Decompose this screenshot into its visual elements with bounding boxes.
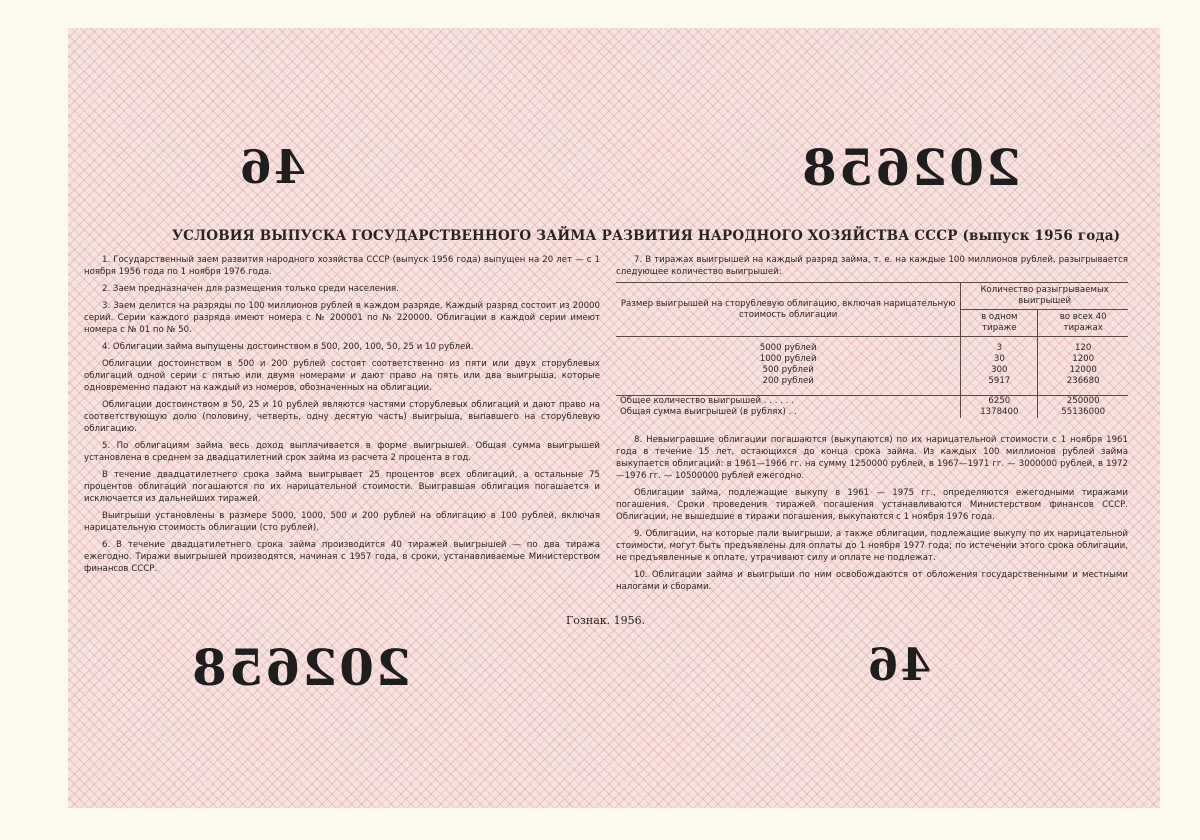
table-header-row	[616, 283, 1128, 310]
conditions-right-column	[616, 434, 1128, 598]
conditions-right-intro	[616, 254, 1128, 283]
serial-number-bottom-left: 202658	[190, 638, 411, 697]
printer-imprint: Гознак. 1956.	[566, 614, 646, 627]
header-one-draw: в одном тираже	[961, 310, 1038, 337]
paragraph: 4. Облигации займа выпущены достоинством в 500, 200, 100, 50, 25 и 10 рублей.	[102, 342, 474, 352]
paragraph: Выигрыши установлены в размере 5000, 1000, 500 и 200 рублей на облигацию в 100 рублей, включая нарицательную стоимость облигации (сто рублей).	[84, 511, 600, 533]
paragraph: Облигации достоинством в 500 и 200 рублей состоят соответственно из пяти или двух сторублевых облигаций одной серии с пятью или двумя номерами и дают право на пять или два выигрыша, которые одновременно падают на каждый из номеров, обозначенных на облигации.	[84, 359, 600, 393]
conditions-title: УСЛОВИЯ ВЫПУСКА ГОСУДАРСТВЕННОГО ЗАЙМА РАЗВИТИЯ НАРОДНОГО ХОЗЯЙСТВА СССР (выпуск 1956 года)	[172, 228, 1121, 244]
table-row: 1000 рублей 30 1200	[616, 354, 1128, 365]
table-row: 500 рублей 300 12000	[616, 365, 1128, 376]
table-row: 200 рублей 5917 236680	[616, 376, 1128, 396]
paragraph: 6. В течение двадцатилетнего срока займа производится 40 тиражей выигрышей — по два тиража ежегодно. Тиражи выигрышей производятся, начиная с 1957 года, в сроки, устанавливаемые Министерством финансов СССР.	[84, 540, 600, 574]
series-number-bottom-right: 46	[866, 640, 932, 691]
serial-number-top-right: 202658	[800, 138, 1021, 197]
winnings-table	[616, 282, 1128, 418]
header-prize-count: Количество разыгрываемых выигрышей	[961, 283, 1128, 310]
paragraph: 7. В тиражах выигрышей на каждый разряд займа, т. е. на каждые 100 миллионов рублей, разыгрывается следующее количество выигрышей:	[616, 255, 1128, 277]
series-number-top-left: 46	[238, 140, 307, 194]
paragraph: 10. Облигации займа и выигрыши по ним освобождаются от обложения государственными и местными налогами и сборами.	[616, 570, 1128, 592]
table-row: 5000 рублей 3 120	[616, 337, 1128, 355]
header-all-draws: во всех 40 тиражах	[1038, 310, 1128, 337]
paragraph: 8. Невыигравшие облигации погашаются (выкупаются) по их нарицательной стоимости с 1 ноября 1961 года в течение 15 лет, остающихся до конца срока займа. Из каждых 100 миллионов рублей займа выкупается облигаций: в 1961—1966 гг. на сумму 1250000 рублей, в 1967—1971 гг. — 3000000 рублей, в 1972—1976 гг. — 10500000 рублей ежегодно.	[616, 435, 1128, 481]
conditions-left-column	[84, 254, 600, 580]
table-total-sum-row: Общая сумма выигрышей (в рублях) . . 1378400 55136000	[616, 407, 1128, 418]
paragraph: 5. По облигациям займа весь доход выплачивается в форме выигрышей. Общая сумма выигрышей установлена в среднем за двадцатилетний срок займа из расчета 2 процента в год.	[84, 441, 600, 463]
paragraph: 9. Облигации, на которые пали выигрыши, а также облигации, подлежащие выкупу по их нарицательной стоимости, могут быть предъявлены для оплаты до 1 ноября 1977 года; по истечении этого срока облигации, не предъявленные к оплате, утрачивают силу и оплате не подлежат.	[616, 529, 1128, 563]
paragraph: 1. Государственный заем развития народного хозяйства СССР (выпуск 1956 года) выпущен на 20 лет — с 1 ноября 1956 года по 1 ноября 1976 года.	[84, 255, 600, 277]
header-prize-size: Размер выигрышей на сторублевую облигацию, включая нарицательную стоимость облигации	[616, 283, 961, 337]
paragraph: Облигации достоинством в 50, 25 и 10 рублей являются частями сторублевых облигаций и дают право на соответствующую долю (половину, четверть, одну десятую часть) выигрыша, выпавшего на сторублевую облигацию.	[84, 400, 600, 434]
paragraph: Облигации займа, подлежащие выкупу в 1961 — 1975 гг., определяются ежегодными тиражами погашения. Сроки проведения тиражей погашения устанавливаются Министерством финансов СССР. Облигации, не вышедшие в тиражи погашения, выкупаются с 1 ноября 1976 года.	[616, 488, 1128, 522]
paragraph: 3. Заем делится на разряды по 100 миллионов рублей в каждом разряде. Каждый разряд состоит из 20000 серий. Серии каждого разряда имеют номера с № 200001 по № 220000. Облигации в каждой серии имеют номера с № 01 по № 50.	[84, 301, 600, 335]
paragraph: В течение двадцатилетнего срока займа выигрывает 25 процентов всех облигаций, а остальные 75 процентов облигаций погашаются по их нарицательной стоимости. Выигравшая облигация погашается и исключается из дальнейших тиражей.	[84, 470, 600, 504]
paragraph: 2. Заем предназначен для размещения только среди населения.	[102, 284, 399, 294]
table-total-count-row: Общее количество выигрышей . . . . . . 6250 250000	[616, 396, 1128, 408]
